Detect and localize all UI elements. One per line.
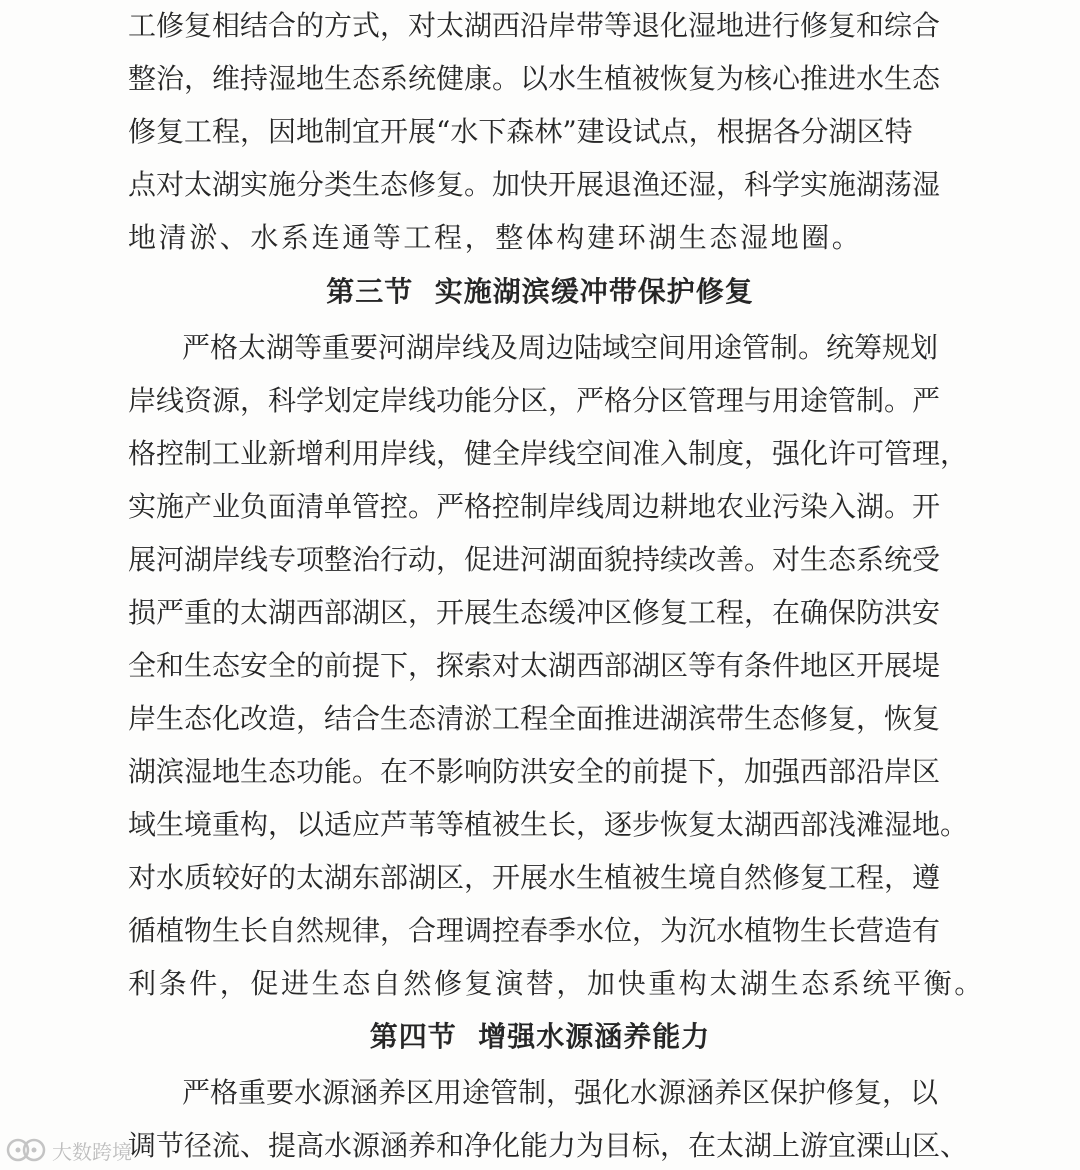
text-line: 损严重的太湖西部湖区，开展生态缓冲区修复工程，在确保防洪安	[128, 596, 941, 629]
text-line: 工修复相结合的方式，对太湖西沿岸带等退化湿地进行修复和综合	[128, 9, 941, 42]
text-line: 展河湖岸线专项整治行动，促进河湖面貌持续改善。对生态系统受	[128, 543, 941, 576]
text-line: 严格重要水源涵养区用途管制，强化水源涵养区保护修复，以	[182, 1076, 939, 1109]
text-line: 岸生态化改造，结合生态清淤工程全面推进湖滨带生态修复，恢复	[128, 702, 941, 735]
text-line: 全和生态安全的前提下，探索对太湖西部湖区等有条件地区开展堤	[128, 649, 941, 682]
watermark-text: 大数跨境	[52, 1139, 132, 1164]
text-line: 利条件，促进生态自然修复演替，加快重构太湖生态系统平衡。	[128, 967, 985, 1000]
watermark	[6, 1134, 132, 1166]
brand-logo-icon	[6, 1137, 46, 1163]
text-line: 湖滨湿地生态功能。在不影响防洪安全的前提下，加强西部沿岸区	[128, 755, 941, 788]
text-line: 严格太湖等重要河湖岸线及周边陆域空间用途管制。统筹规划	[182, 331, 939, 364]
text-line: 岸线资源，科学划定岸线功能分区，严格分区管理与用途管制。严	[128, 384, 941, 417]
text-line: 调节径流、提高水源涵养和净化能力为目标，在太湖上游宜溧山区、	[128, 1129, 969, 1162]
text-line: 格控制工业新增利用岸线，健全岸线空间准入制度，强化许可管理，	[128, 437, 969, 470]
text-line: 修复工程，因地制宜开展“水下森林”建设试点，根据各分湖区特	[128, 115, 913, 148]
section-heading: 第四节 增强水源涵养能力	[369, 1020, 711, 1053]
text-line: 地清淤、水系连通等工程，整体构建环湖生态湿地圈。	[128, 221, 863, 254]
text-line: 实施产业负面清单管控。严格控制岸线周边耕地农业污染入湖。开	[128, 490, 941, 523]
text-line: 循植物生长自然规律，合理调控春季水位，为沉水植物生长营造有	[128, 914, 941, 947]
section-heading: 第三节 实施湖滨缓冲带保护修复	[326, 275, 754, 308]
text-line: 对水质较好的太湖东部湖区，开展水生植被生境自然修复工程，遵	[128, 861, 941, 894]
text-line: 整治，维持湿地生态系统健康。以水生植被恢复为核心推进水生态	[128, 62, 941, 95]
text-line: 域生境重构，以适应芦苇等植被生长，逐步恢复太湖西部浅滩湿地。	[128, 808, 969, 841]
text-line: 点对太湖实施分类生态修复。加快开展退渔还湿，科学实施湖荡湿	[128, 168, 941, 201]
